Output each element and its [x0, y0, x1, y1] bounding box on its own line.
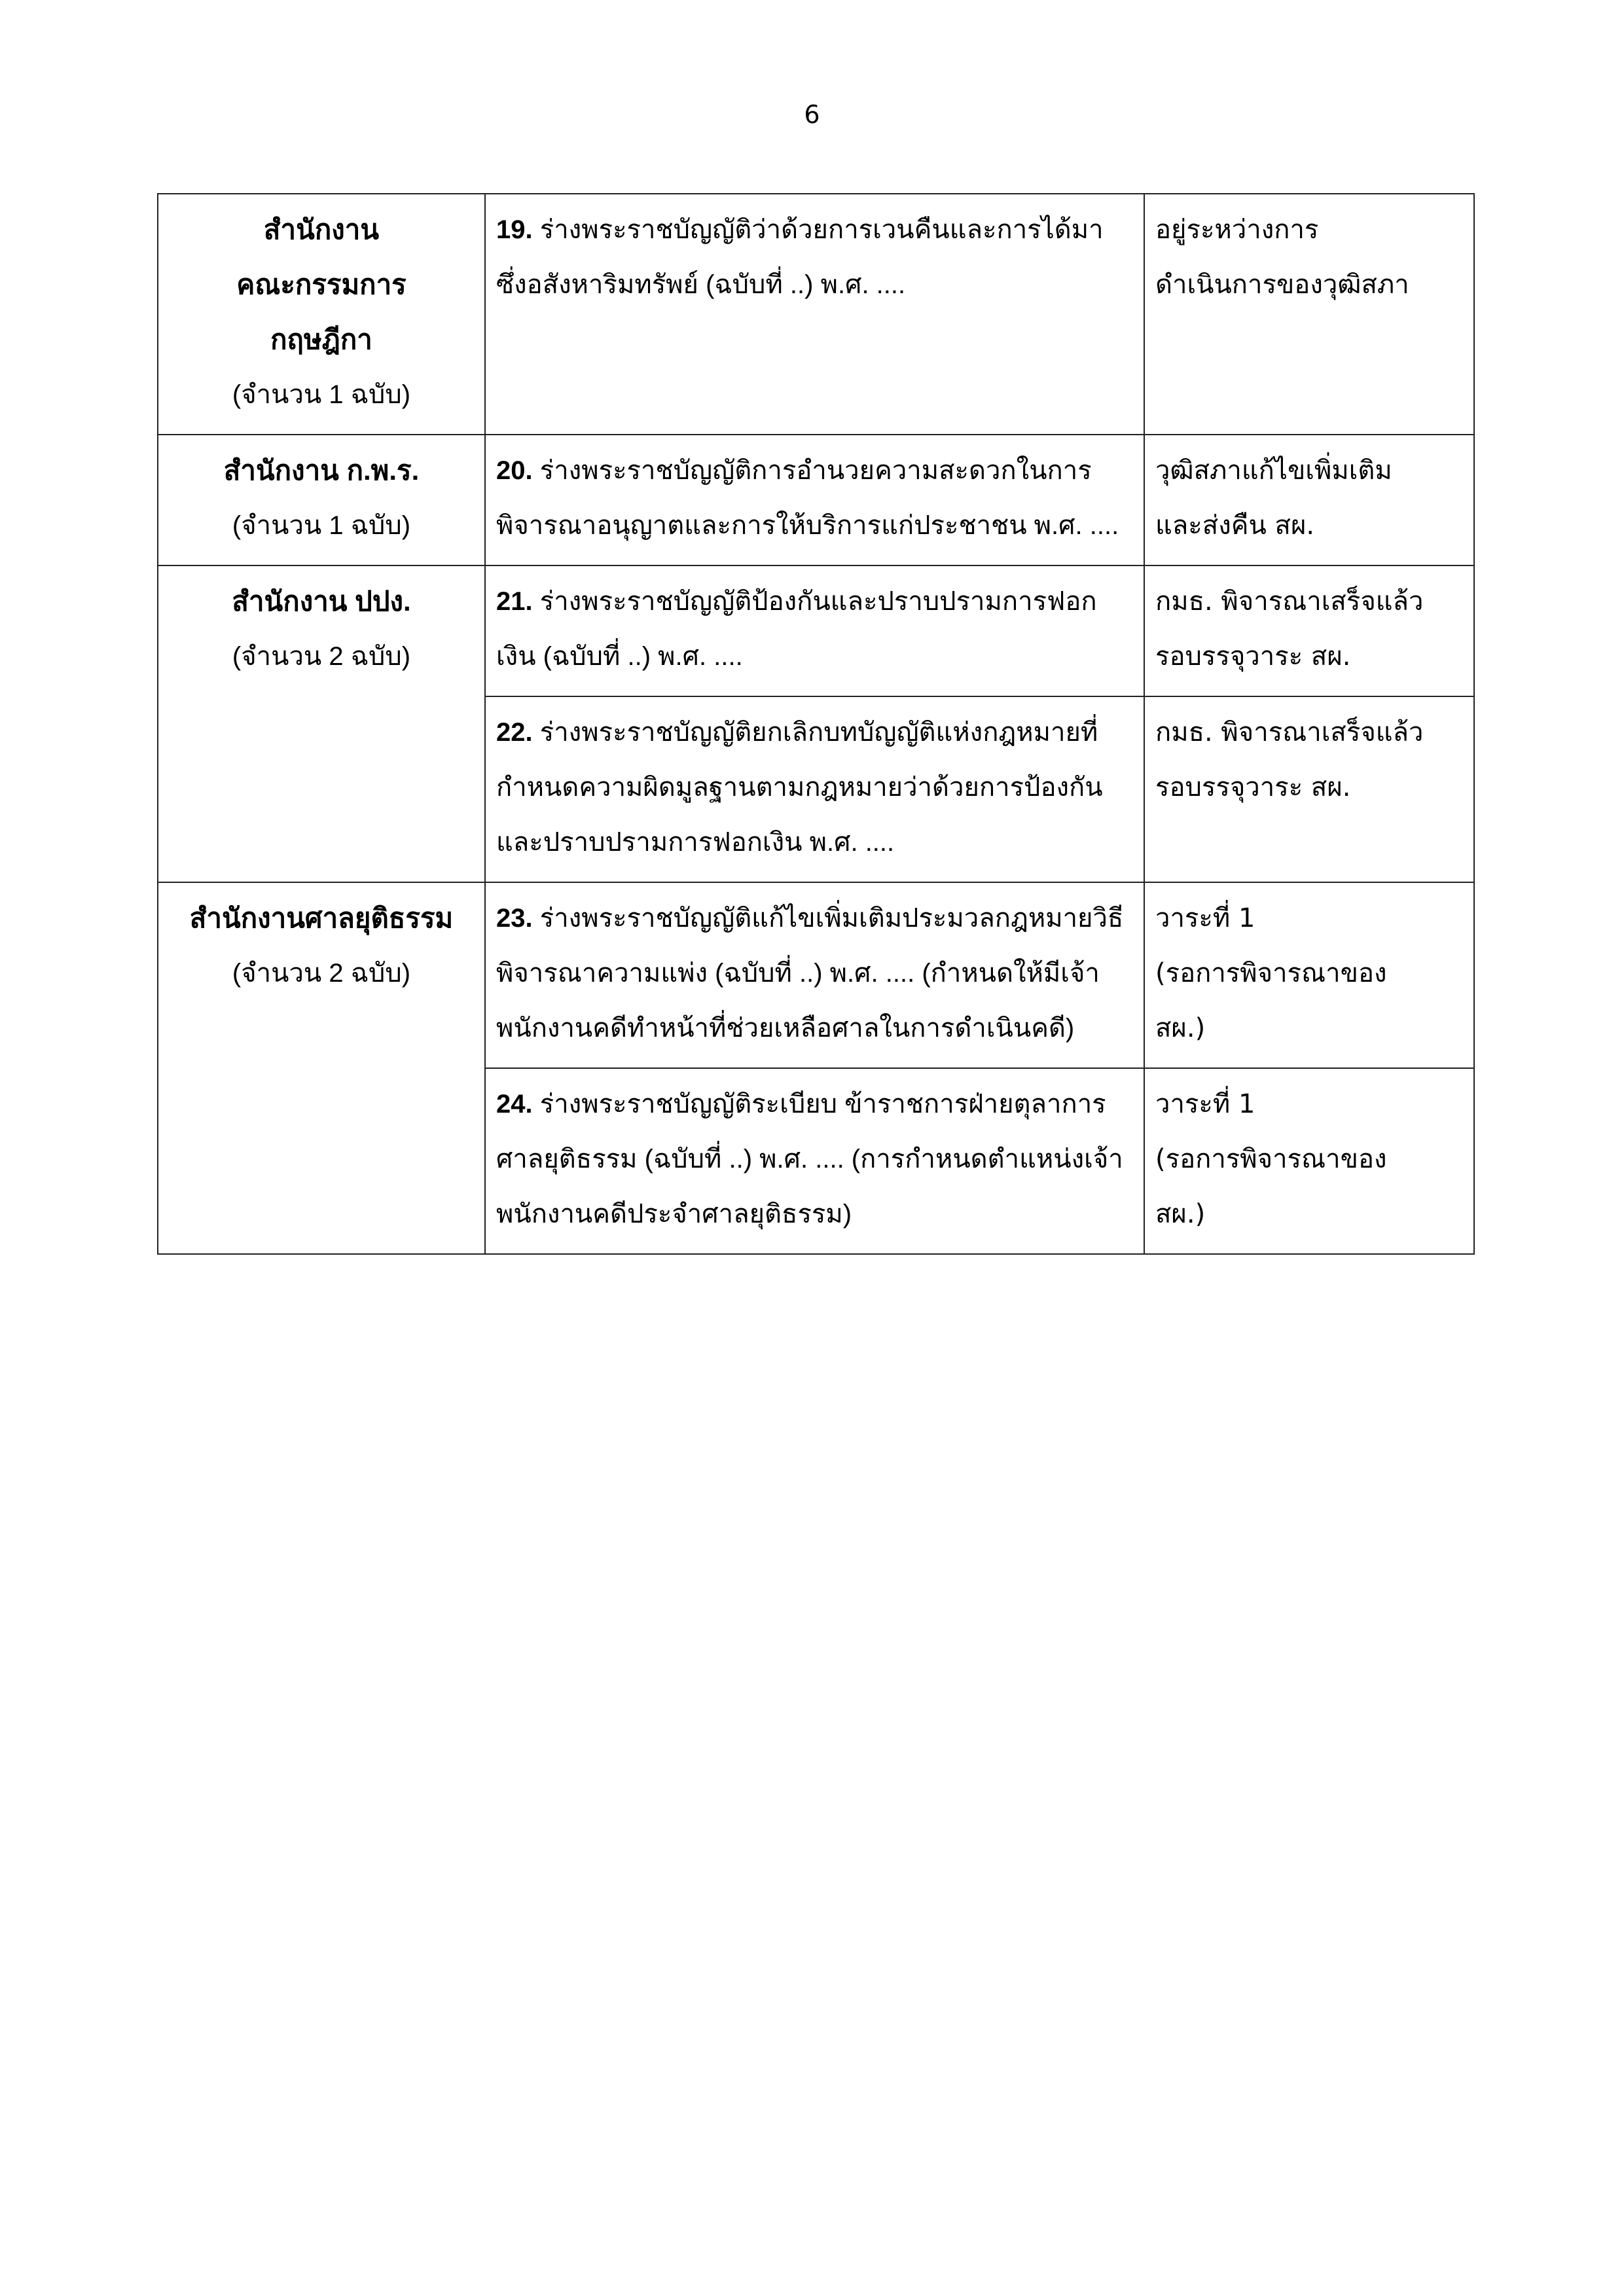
status-text: สผ.): [1155, 1199, 1206, 1229]
agency-cell: [158, 435, 485, 565]
status-cell: [1144, 1068, 1474, 1254]
status-cell: [1144, 435, 1474, 565]
status-text: อยู่ระหว่างการ: [1155, 215, 1319, 245]
bills-table: [157, 193, 1475, 1255]
page-number: 6: [804, 100, 820, 129]
agency-bill-count: (จำนวน 2 ฉบับ): [232, 642, 411, 671]
agency-name: กฤษฎีกา: [270, 324, 372, 355]
bill-title: ร่างพระราชบัญญัติป้องกันและปราบปรามการฟอกเงิน (ฉบับที่ ..) พ.ศ. ....: [496, 587, 1097, 671]
agency-cell: [158, 882, 485, 1254]
agency-name: สำนักงาน ปปง.: [232, 586, 411, 617]
bill-cell: [485, 882, 1144, 1068]
status-text: (รอการพิจารณาของ: [1155, 1144, 1387, 1174]
status-text: สผ.): [1155, 1013, 1206, 1043]
agency-bill-count: (จำนวน 1 ฉบับ): [232, 511, 411, 540]
bill-number: 20.: [496, 456, 533, 485]
table-row: [158, 882, 1474, 1068]
status-text: (รอการพิจารณาของ: [1155, 958, 1387, 988]
bill-number: 21.: [496, 587, 533, 616]
agency-name: คณะกรรมการ: [236, 269, 406, 300]
bill-number: 22.: [496, 718, 533, 747]
bill-number: 19.: [496, 215, 533, 244]
bill-title: ร่างพระราชบัญญัติการอำนวยความสะดวกในการพิจารณาอนุญาตและการให้บริการแก่ประชาชน พ.ศ. ....: [496, 456, 1119, 540]
status-text: รอบรรจุวาระ สผ.: [1155, 641, 1351, 672]
table-row: [158, 435, 1474, 565]
status-text: ดำเนินการของวุฒิสภา: [1155, 270, 1409, 300]
bill-cell: [485, 435, 1144, 565]
status-text: วาระที่ 1: [1155, 903, 1255, 933]
bill-cell: [485, 565, 1144, 696]
agency-bill-count: (จำนวน 2 ฉบับ): [232, 959, 411, 988]
table-row: [158, 565, 1474, 696]
bill-title: ร่างพระราชบัญญัติว่าด้วยการเวนคืนและการได้มาซึ่งอสังหาริมทรัพย์ (ฉบับที่ ..) พ.ศ. ....: [496, 215, 1104, 299]
agency-name: สำนักงาน ก.พ.ร.: [223, 455, 420, 486]
status-cell: [1144, 565, 1474, 696]
status-text: รอบรรจุวาระ สผ.: [1155, 772, 1351, 802]
status-text: วาระที่ 1: [1155, 1089, 1255, 1119]
bill-cell: [485, 194, 1144, 435]
agency-name: สำนักงานศาลยุติธรรม: [189, 903, 454, 933]
status-text: และส่งคืน สผ.: [1155, 511, 1315, 541]
bill-title: ร่างพระราชบัญญัติยกเลิกบทบัญญัติแห่งกฎหมายที่กำหนดความผิดมูลฐานตามกฎหมายว่าด้วยการป้องกันและปราบปรามการฟอกเงิน พ.ศ. ....: [496, 718, 1103, 857]
bill-number: 24.: [496, 1090, 533, 1119]
status-text: กมธ. พิจารณาเสร็จแล้ว: [1155, 717, 1424, 747]
bill-number: 23.: [496, 904, 533, 933]
agency-name: สำนักงาน: [263, 214, 380, 245]
bill-cell: [485, 1068, 1144, 1254]
status-cell: [1144, 882, 1474, 1068]
table-row: [158, 194, 1474, 435]
agency-cell: [158, 194, 485, 435]
status-text: กมธ. พิจารณาเสร็จแล้ว: [1155, 586, 1424, 617]
bill-title: ร่างพระราชบัญญัติระเบียบ ข้าราชการฝ่ายตุลาการศาลยุติธรรม (ฉบับที่ ..) พ.ศ. .... (การกำหนดตำแหน่งเจ้าพนักงานคดีประจำศาลยุติธรรม): [496, 1090, 1123, 1229]
agency-cell: [158, 565, 485, 882]
status-cell: [1144, 696, 1474, 882]
bill-title: ร่างพระราชบัญญัติแก้ไขเพิ่มเติมประมวลกฎหมายวิธีพิจารณาความแพ่ง (ฉบับที่ ..) พ.ศ. .... (กำหนดให้มีเจ้าพนักงานคดีทำหน้าที่ช่วยเหลือศาลในการดำเนินคดี): [496, 904, 1124, 1043]
status-cell: [1144, 194, 1474, 435]
agency-bill-count: (จำนวน 1 ฉบับ): [232, 380, 411, 409]
status-text: วุฒิสภาแก้ไขเพิ่มเติม: [1155, 456, 1392, 486]
bill-cell: [485, 696, 1144, 882]
